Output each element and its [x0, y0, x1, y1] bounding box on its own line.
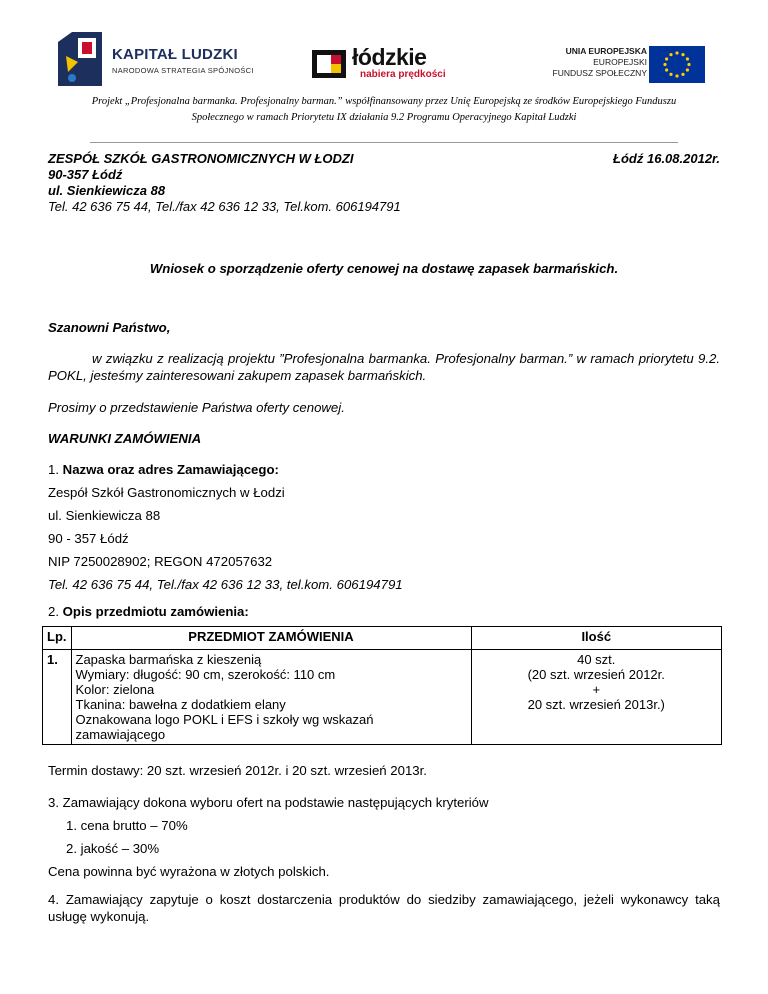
sender-phones: Tel. 42 636 75 44, Tel./fax 42 636 12 33, Tel.kom. 606194791	[48, 199, 401, 214]
salutation: Szanowni Państwo,	[48, 320, 171, 335]
document-date: Łódź 16.08.2012r.	[613, 151, 720, 166]
sender-name: ZESPÓŁ SZKÓŁ GASTRONOMICZNYCH W ŁODZI	[48, 151, 354, 166]
lodzkie-title: łódzkie	[352, 44, 427, 70]
kapital-ludzki-logo	[58, 30, 278, 86]
delivery-term: Termin dostawy: 20 szt. wrzesień 2012r. i 20 szt. wrzesień 2013r.	[48, 763, 427, 778]
sender-street: ul. Sienkiewicza 88	[48, 183, 166, 198]
eu-logo-text	[553, 46, 647, 79]
item-line: Zapaska barmańska z kieszenią	[75, 652, 262, 667]
sender-postal: 90-357 Łódź	[48, 167, 123, 182]
item-line: Kolor: zielona	[75, 682, 155, 697]
conditions-title: WARUNKI ZAMÓWIENIA	[48, 431, 202, 446]
header-item: PRZEDMIOT ZAMÓWIENIA	[71, 627, 471, 650]
order-table	[42, 626, 722, 745]
section-3-text: 3. Zamawiający dokona wyboru ofert na podstawie następujących kryteriów	[48, 795, 489, 810]
item-line: Oznakowana logo POKL i EFS i szkoły wg wskazań	[75, 712, 374, 727]
lodzkie-subtitle: nabiera prędkości	[360, 69, 446, 80]
eu-flag-icon	[649, 46, 705, 83]
lodzkie-mark-icon	[312, 50, 346, 78]
project-note	[30, 94, 738, 126]
project-note-line-2: Społecznego w ramach Priorytetu IX działania 9.2 Programu Operacyjnego Kapitał Ludzki	[191, 112, 577, 123]
row-lp: 1.	[43, 650, 72, 745]
section-1-number: 1.	[48, 462, 63, 477]
qty-line: 20 szt. wrzesień 2013r.)	[527, 697, 665, 712]
project-note-line-1: Projekt „Profesjonalna barmanka. Profesjonalny barman.” współfinansowany przez Unię Europejską ze środków Europejskiego Funduszu	[91, 96, 677, 107]
qty-line: +	[592, 682, 601, 697]
row-qty	[471, 650, 722, 745]
criteria-item-2: 2. jakość – 30%	[66, 841, 160, 856]
eu-line-1: UNIA EUROPEJSKA	[565, 46, 647, 56]
lodzkie-logo	[312, 44, 472, 84]
criteria-item-1: 1. cena brutto – 70%	[66, 818, 188, 833]
buyer-ids: NIP 7250028902; REGON 472057632	[48, 554, 273, 569]
document-heading: Wniosek o sporządzenie oferty cenowej na dostawę zapasek barmańskich.	[149, 261, 619, 276]
currency-note: Cena powinna być wyrażona w złotych polskich.	[48, 864, 330, 879]
kapital-ludzki-emblem-icon	[58, 32, 102, 86]
item-line: Wymiary: długość: 90 cm, szerokość: 110 cm	[75, 667, 336, 682]
table-row	[43, 650, 722, 745]
item-line: zamawiającego	[75, 727, 166, 742]
order-table-header-row	[43, 627, 722, 650]
row-item	[71, 650, 471, 745]
buyer-phones: Tel. 42 636 75 44, Tel./fax 42 636 12 33, tel.kom. 606194791	[48, 577, 403, 592]
kapital-ludzki-subtitle: NARODOWA STRATEGIA SPÓJNOŚCI	[112, 66, 254, 75]
intro-paragraph: w związku z realizacją projektu ”Profesjonalna barmanka. Profesjonalny barman.” w ramach priorytetu 9.2. POKL, jesteśmy zainteresowani zakupem zapasek barmańskich.	[48, 351, 720, 383]
eu-logo	[530, 46, 705, 84]
section-2-title: Opis przedmiotu zamówienia:	[62, 604, 249, 619]
qty-line: (20 szt. wrzesień 2012r.	[527, 667, 665, 682]
section-2-number: 2.	[48, 604, 63, 619]
header-divider	[90, 142, 678, 143]
kapital-ludzki-title: KAPITAŁ LUDZKI	[112, 46, 238, 63]
section-2-heading	[48, 604, 249, 620]
buyer-postal: 90 - 357 Łódź	[48, 531, 129, 546]
request-text: Prosimy o przedstawienie Państwa oferty cenowej.	[48, 400, 345, 415]
buyer-name: Zespół Szkół Gastronomicznych w Łodzi	[48, 485, 285, 500]
section-1-heading	[48, 462, 279, 478]
eu-line-3: FUNDUSZ SPOŁECZNY	[552, 68, 647, 78]
header-lp: Lp.	[43, 627, 72, 650]
sender-address	[48, 151, 401, 215]
section-1-title: Nazwa oraz adres Zamawiającego:	[62, 462, 279, 477]
section-4-text: 4. Zamawiający zapytuje o koszt dostarczenia produktów do siedziby zamawiającego, jeżeli wykonawcy taką usługę wykonują.	[48, 892, 720, 924]
header-qty: Ilość	[471, 627, 722, 650]
eu-line-2: EUROPEJSKI	[593, 57, 647, 67]
buyer-street: ul. Sienkiewicza 88	[48, 508, 161, 523]
qty-line: 40 szt.	[577, 652, 616, 667]
item-line: Tkanina: bawełna z dodatkiem elany	[75, 697, 286, 712]
